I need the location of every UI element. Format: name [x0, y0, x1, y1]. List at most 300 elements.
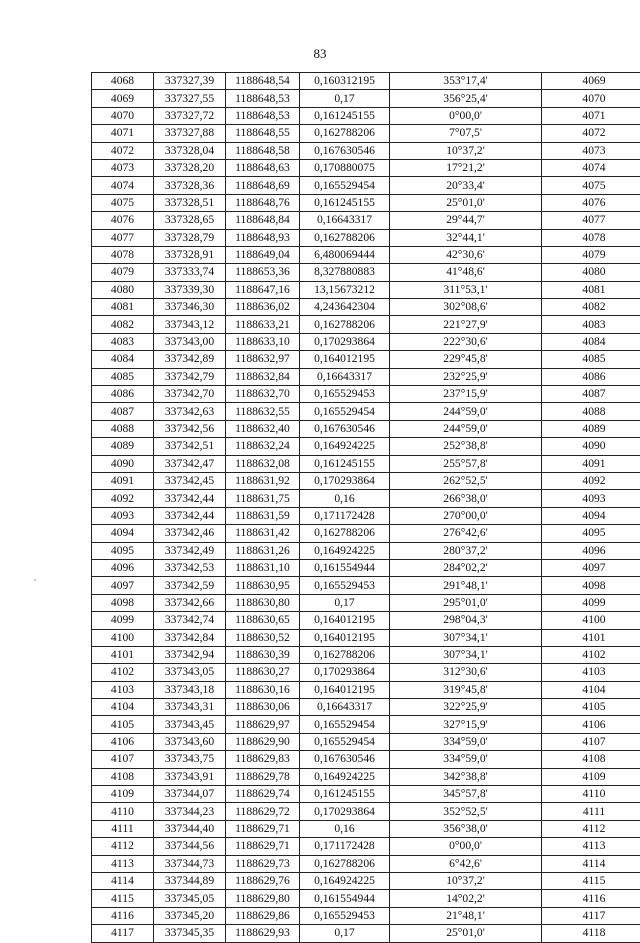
point-number-cell: 4103	[92, 681, 154, 698]
x-coordinate-cell: 337345,05	[154, 890, 226, 907]
y-coordinate-cell: 1188629,80	[226, 890, 300, 907]
point-number-cell: 4081	[92, 299, 154, 316]
distance-cell: 0,161554944	[300, 890, 390, 907]
point-number-cell: 4111	[92, 820, 154, 837]
x-coordinate-cell: 337343,60	[154, 733, 226, 750]
point-number-cell: 4069	[92, 90, 154, 107]
y-coordinate-cell: 1188629,90	[226, 733, 300, 750]
y-coordinate-cell: 1188629,93	[226, 925, 300, 942]
next-point-cell: 4088	[542, 403, 640, 420]
y-coordinate-cell: 1188631,42	[226, 525, 300, 542]
next-point-cell: 4081	[542, 281, 640, 298]
bearing-cell: 280°37,2'	[390, 542, 542, 559]
distance-cell: 0,16	[300, 820, 390, 837]
bearing-cell: 352°52,5'	[390, 803, 542, 820]
y-coordinate-cell: 1188648,76	[226, 194, 300, 211]
next-point-cell: 4109	[542, 768, 640, 785]
next-point-cell: 4096	[542, 542, 640, 559]
table-row	[92, 716, 640, 733]
next-point-cell: 4106	[542, 716, 640, 733]
next-point-cell: 4100	[542, 612, 640, 629]
distance-cell: 0,164012195	[300, 629, 390, 646]
bearing-cell: 42°30,6'	[390, 246, 542, 263]
distance-cell: 0,162788206	[300, 525, 390, 542]
bearing-cell: 262°52,5'	[390, 472, 542, 489]
distance-cell: 0,161554944	[300, 559, 390, 576]
point-number-cell: 4076	[92, 212, 154, 229]
point-number-cell: 4091	[92, 472, 154, 489]
distance-cell: 0,16643317	[300, 699, 390, 716]
table-row	[92, 768, 640, 785]
y-coordinate-cell: 1188648,53	[226, 90, 300, 107]
distance-cell: 0,164924225	[300, 542, 390, 559]
table-row	[92, 559, 640, 576]
next-point-cell: 4073	[542, 142, 640, 159]
point-number-cell: 4095	[92, 542, 154, 559]
bearing-cell: 307°34,1'	[390, 629, 542, 646]
bearing-cell: 221°27,9'	[390, 316, 542, 333]
distance-cell: 0,171172428	[300, 507, 390, 524]
x-coordinate-cell: 337343,00	[154, 333, 226, 350]
distance-cell: 0,170293864	[300, 664, 390, 681]
bearing-cell: 232°25,9'	[390, 368, 542, 385]
next-point-cell: 4094	[542, 507, 640, 524]
distance-cell: 6,480069444	[300, 246, 390, 263]
point-number-cell: 4072	[92, 142, 154, 159]
bearing-cell: 7°07,5'	[390, 125, 542, 142]
x-coordinate-cell: 337344,56	[154, 838, 226, 855]
bearing-cell: 266°38,0'	[390, 490, 542, 507]
y-coordinate-cell: 1188648,84	[226, 212, 300, 229]
point-number-cell: 4090	[92, 455, 154, 472]
bearing-cell: 255°57,8'	[390, 455, 542, 472]
point-number-cell: 4088	[92, 420, 154, 437]
next-point-cell: 4095	[542, 525, 640, 542]
next-point-cell: 4107	[542, 733, 640, 750]
coordinates-table	[91, 72, 640, 943]
next-point-cell: 4102	[542, 646, 640, 663]
x-coordinate-cell: 337342,70	[154, 386, 226, 403]
table-row	[92, 90, 640, 107]
x-coordinate-cell: 337328,20	[154, 159, 226, 176]
next-point-cell: 4097	[542, 559, 640, 576]
x-coordinate-cell: 337328,79	[154, 229, 226, 246]
point-number-cell: 4085	[92, 368, 154, 385]
x-coordinate-cell: 337345,20	[154, 907, 226, 924]
distance-cell: 0,17	[300, 90, 390, 107]
next-point-cell: 4085	[542, 351, 640, 368]
distance-cell: 0,162788206	[300, 855, 390, 872]
distance-cell: 0,170880075	[300, 159, 390, 176]
point-number-cell: 4100	[92, 629, 154, 646]
bearing-cell: 327°15,9'	[390, 716, 542, 733]
coordinates-table-body	[92, 73, 640, 943]
bearing-cell: 20°33,4'	[390, 177, 542, 194]
bearing-cell: 334°59,0'	[390, 733, 542, 750]
y-coordinate-cell: 1188629,72	[226, 803, 300, 820]
table-row	[92, 612, 640, 629]
distance-cell: 4,243642304	[300, 299, 390, 316]
point-number-cell: 4075	[92, 194, 154, 211]
next-point-cell: 4070	[542, 90, 640, 107]
x-coordinate-cell: 337342,66	[154, 594, 226, 611]
next-point-cell: 4092	[542, 472, 640, 489]
bearing-cell: 14°02,2'	[390, 890, 542, 907]
y-coordinate-cell: 1188630,80	[226, 594, 300, 611]
y-coordinate-cell: 1188636,02	[226, 299, 300, 316]
y-coordinate-cell: 1188648,69	[226, 177, 300, 194]
x-coordinate-cell: 337342,79	[154, 368, 226, 385]
bearing-cell: 17°21,2'	[390, 159, 542, 176]
x-coordinate-cell: 337342,47	[154, 455, 226, 472]
y-coordinate-cell: 1188630,52	[226, 629, 300, 646]
point-number-cell: 4096	[92, 559, 154, 576]
next-point-cell: 4110	[542, 786, 640, 803]
distance-cell: 0,165529453	[300, 386, 390, 403]
next-point-cell: 4082	[542, 299, 640, 316]
y-coordinate-cell: 1188632,97	[226, 351, 300, 368]
x-coordinate-cell: 337344,73	[154, 855, 226, 872]
x-coordinate-cell: 337342,63	[154, 403, 226, 420]
distance-cell: 0,165529454	[300, 716, 390, 733]
bearing-cell: 0°00,0'	[390, 838, 542, 855]
x-coordinate-cell: 337342,51	[154, 438, 226, 455]
page-number: 83	[0, 46, 640, 62]
table-row	[92, 403, 640, 420]
y-coordinate-cell: 1188648,53	[226, 107, 300, 124]
table-row	[92, 107, 640, 124]
y-coordinate-cell: 1188629,73	[226, 855, 300, 872]
next-point-cell: 4089	[542, 420, 640, 437]
x-coordinate-cell: 337342,45	[154, 472, 226, 489]
bearing-cell: 307°34,1'	[390, 646, 542, 663]
point-number-cell: 4097	[92, 577, 154, 594]
y-coordinate-cell: 1188630,39	[226, 646, 300, 663]
distance-cell: 0,162788206	[300, 646, 390, 663]
y-coordinate-cell: 1188630,16	[226, 681, 300, 698]
table-row	[92, 855, 640, 872]
y-coordinate-cell: 1188631,59	[226, 507, 300, 524]
table-row	[92, 246, 640, 263]
table-row	[92, 820, 640, 837]
point-number-cell: 4071	[92, 125, 154, 142]
table-row	[92, 386, 640, 403]
x-coordinate-cell: 337343,12	[154, 316, 226, 333]
x-coordinate-cell: 337342,84	[154, 629, 226, 646]
x-coordinate-cell: 337343,18	[154, 681, 226, 698]
point-number-cell: 4080	[92, 281, 154, 298]
table-row	[92, 507, 640, 524]
x-coordinate-cell: 337343,75	[154, 751, 226, 768]
next-point-cell: 4080	[542, 264, 640, 281]
bearing-cell: 311°53,1'	[390, 281, 542, 298]
x-coordinate-cell: 337345,35	[154, 925, 226, 942]
table-row	[92, 681, 640, 698]
distance-cell: 0,165529454	[300, 733, 390, 750]
table-row	[92, 299, 640, 316]
next-point-cell: 4093	[542, 490, 640, 507]
table-row	[92, 838, 640, 855]
distance-cell: 0,17	[300, 594, 390, 611]
y-coordinate-cell: 1188648,55	[226, 125, 300, 142]
distance-cell: 0,171172428	[300, 838, 390, 855]
table-row	[92, 264, 640, 281]
bearing-cell: 25°01,0'	[390, 925, 542, 942]
next-point-cell: 4118	[542, 925, 640, 942]
table-row	[92, 438, 640, 455]
next-point-cell: 4072	[542, 125, 640, 142]
distance-cell: 0,161245155	[300, 107, 390, 124]
next-point-cell: 4075	[542, 177, 640, 194]
distance-cell: 0,165529454	[300, 403, 390, 420]
bearing-cell: 319°45,8'	[390, 681, 542, 698]
y-coordinate-cell: 1188629,76	[226, 872, 300, 889]
bearing-cell: 252°38,8'	[390, 438, 542, 455]
table-row	[92, 629, 640, 646]
next-point-cell: 4115	[542, 872, 640, 889]
x-coordinate-cell: 337343,91	[154, 768, 226, 785]
table-row	[92, 699, 640, 716]
y-coordinate-cell: 1188632,84	[226, 368, 300, 385]
table-row	[92, 142, 640, 159]
point-number-cell: 4074	[92, 177, 154, 194]
point-number-cell: 4082	[92, 316, 154, 333]
y-coordinate-cell: 1188633,10	[226, 333, 300, 350]
table-row	[92, 577, 640, 594]
point-number-cell: 4089	[92, 438, 154, 455]
distance-cell: 0,160312195	[300, 73, 390, 90]
next-point-cell: 4071	[542, 107, 640, 124]
bearing-cell: 244°59,0'	[390, 420, 542, 437]
distance-cell: 0,162788206	[300, 125, 390, 142]
distance-cell: 13,15673212	[300, 281, 390, 298]
table-row	[92, 594, 640, 611]
point-number-cell: 4112	[92, 838, 154, 855]
x-coordinate-cell: 337328,51	[154, 194, 226, 211]
table-row	[92, 125, 640, 142]
y-coordinate-cell: 1188629,78	[226, 768, 300, 785]
point-number-cell: 4099	[92, 612, 154, 629]
bearing-cell: 10°37,2'	[390, 142, 542, 159]
x-coordinate-cell: 337343,45	[154, 716, 226, 733]
next-point-cell: 4083	[542, 316, 640, 333]
x-coordinate-cell: 337344,23	[154, 803, 226, 820]
x-coordinate-cell: 337342,53	[154, 559, 226, 576]
x-coordinate-cell: 337339,30	[154, 281, 226, 298]
next-point-cell: 4104	[542, 681, 640, 698]
point-number-cell: 4117	[92, 925, 154, 942]
x-coordinate-cell: 337333,74	[154, 264, 226, 281]
distance-cell: 0,164012195	[300, 351, 390, 368]
y-coordinate-cell: 1188648,63	[226, 159, 300, 176]
bearing-cell: 291°48,1'	[390, 577, 542, 594]
y-coordinate-cell: 1188648,93	[226, 229, 300, 246]
point-number-cell: 4083	[92, 333, 154, 350]
x-coordinate-cell: 337328,36	[154, 177, 226, 194]
x-coordinate-cell: 337328,04	[154, 142, 226, 159]
distance-cell: 0,164924225	[300, 438, 390, 455]
y-coordinate-cell: 1188647,16	[226, 281, 300, 298]
next-point-cell: 4091	[542, 455, 640, 472]
point-number-cell: 4098	[92, 594, 154, 611]
point-number-cell: 4115	[92, 890, 154, 907]
bearing-cell: 29°44,7'	[390, 212, 542, 229]
y-coordinate-cell: 1188632,70	[226, 386, 300, 403]
table-row	[92, 351, 640, 368]
scan-speck	[34, 579, 36, 581]
y-coordinate-cell: 1188632,24	[226, 438, 300, 455]
y-coordinate-cell: 1188632,55	[226, 403, 300, 420]
table-row	[92, 786, 640, 803]
bearing-cell: 276°42,6'	[390, 525, 542, 542]
bearing-cell: 342°38,8'	[390, 768, 542, 785]
x-coordinate-cell: 337342,46	[154, 525, 226, 542]
y-coordinate-cell: 1188629,74	[226, 786, 300, 803]
table-row	[92, 159, 640, 176]
bearing-cell: 322°25,9'	[390, 699, 542, 716]
distance-cell: 0,161245155	[300, 194, 390, 211]
next-point-cell: 4074	[542, 159, 640, 176]
x-coordinate-cell: 337344,07	[154, 786, 226, 803]
x-coordinate-cell: 337342,44	[154, 507, 226, 524]
next-point-cell: 4117	[542, 907, 640, 924]
table-row	[92, 212, 640, 229]
bearing-cell: 334°59,0'	[390, 751, 542, 768]
next-point-cell: 4084	[542, 333, 640, 350]
x-coordinate-cell: 337343,31	[154, 699, 226, 716]
bearing-cell: 356°38,0'	[390, 820, 542, 837]
point-number-cell: 4107	[92, 751, 154, 768]
next-point-cell: 4108	[542, 751, 640, 768]
x-coordinate-cell: 337342,74	[154, 612, 226, 629]
x-coordinate-cell: 337327,72	[154, 107, 226, 124]
point-number-cell: 4102	[92, 664, 154, 681]
table-row	[92, 333, 640, 350]
bearing-cell: 32°44,1'	[390, 229, 542, 246]
next-point-cell: 4099	[542, 594, 640, 611]
point-number-cell: 4070	[92, 107, 154, 124]
bearing-cell: 0°00,0'	[390, 107, 542, 124]
table-row	[92, 229, 640, 246]
point-number-cell: 4116	[92, 907, 154, 924]
point-number-cell: 4087	[92, 403, 154, 420]
y-coordinate-cell: 1188648,54	[226, 73, 300, 90]
distance-cell: 0,167630546	[300, 420, 390, 437]
distance-cell: 0,167630546	[300, 751, 390, 768]
x-coordinate-cell: 337342,59	[154, 577, 226, 594]
y-coordinate-cell: 1188629,86	[226, 907, 300, 924]
x-coordinate-cell: 337328,91	[154, 246, 226, 263]
bearing-cell: 312°30,6'	[390, 664, 542, 681]
point-number-cell: 4113	[92, 855, 154, 872]
y-coordinate-cell: 1188629,71	[226, 820, 300, 837]
distance-cell: 0,161245155	[300, 455, 390, 472]
table-row	[92, 646, 640, 663]
next-point-cell: 4114	[542, 855, 640, 872]
distance-cell: 0,165529453	[300, 907, 390, 924]
next-point-cell: 4116	[542, 890, 640, 907]
y-coordinate-cell: 1188630,95	[226, 577, 300, 594]
point-number-cell: 4093	[92, 507, 154, 524]
next-point-cell: 4098	[542, 577, 640, 594]
point-number-cell: 4078	[92, 246, 154, 263]
table-row	[92, 925, 640, 942]
bearing-cell: 237°15,9'	[390, 386, 542, 403]
table-row	[92, 420, 640, 437]
bearing-cell: 10°37,2'	[390, 872, 542, 889]
y-coordinate-cell: 1188630,65	[226, 612, 300, 629]
y-coordinate-cell: 1188632,08	[226, 455, 300, 472]
next-point-cell: 4103	[542, 664, 640, 681]
distance-cell: 0,165529454	[300, 177, 390, 194]
distance-cell: 0,162788206	[300, 316, 390, 333]
next-point-cell: 4090	[542, 438, 640, 455]
bearing-cell: 222°30,6'	[390, 333, 542, 350]
distance-cell: 0,164012195	[300, 612, 390, 629]
y-coordinate-cell: 1188633,21	[226, 316, 300, 333]
table-row	[92, 733, 640, 750]
distance-cell: 0,162788206	[300, 229, 390, 246]
y-coordinate-cell: 1188648,58	[226, 142, 300, 159]
y-coordinate-cell: 1188629,71	[226, 838, 300, 855]
bearing-cell: 345°57,8'	[390, 786, 542, 803]
table-row	[92, 542, 640, 559]
next-point-cell: 4069	[542, 73, 640, 90]
bearing-cell: 25°01,0'	[390, 194, 542, 211]
bearing-cell: 353°17,4'	[390, 73, 542, 90]
y-coordinate-cell: 1188630,27	[226, 664, 300, 681]
bearing-cell: 298°04,3'	[390, 612, 542, 629]
distance-cell: 0,16643317	[300, 212, 390, 229]
next-point-cell: 4112	[542, 820, 640, 837]
next-point-cell: 4086	[542, 368, 640, 385]
bearing-cell: 295°01,0'	[390, 594, 542, 611]
next-point-cell: 4076	[542, 194, 640, 211]
table-row	[92, 177, 640, 194]
x-coordinate-cell: 337342,44	[154, 490, 226, 507]
next-point-cell: 4077	[542, 212, 640, 229]
x-coordinate-cell: 337343,05	[154, 664, 226, 681]
point-number-cell: 4094	[92, 525, 154, 542]
distance-cell: 0,170293864	[300, 472, 390, 489]
y-coordinate-cell: 1188653,36	[226, 264, 300, 281]
x-coordinate-cell: 337328,65	[154, 212, 226, 229]
point-number-cell: 4073	[92, 159, 154, 176]
point-number-cell: 4084	[92, 351, 154, 368]
table-row	[92, 194, 640, 211]
distance-cell: 0,164924225	[300, 768, 390, 785]
table-row	[92, 525, 640, 542]
x-coordinate-cell: 337346,30	[154, 299, 226, 316]
next-point-cell: 4111	[542, 803, 640, 820]
next-point-cell: 4087	[542, 386, 640, 403]
table-row	[92, 490, 640, 507]
x-coordinate-cell: 337342,94	[154, 646, 226, 663]
x-coordinate-cell: 337327,39	[154, 73, 226, 90]
point-number-cell: 4114	[92, 872, 154, 889]
table-row	[92, 368, 640, 385]
distance-cell: 0,16643317	[300, 368, 390, 385]
point-number-cell: 4068	[92, 73, 154, 90]
point-number-cell: 4110	[92, 803, 154, 820]
point-number-cell: 4077	[92, 229, 154, 246]
distance-cell: 0,161245155	[300, 786, 390, 803]
next-point-cell: 4079	[542, 246, 640, 263]
x-coordinate-cell: 337342,56	[154, 420, 226, 437]
x-coordinate-cell: 337342,89	[154, 351, 226, 368]
point-number-cell: 4106	[92, 733, 154, 750]
point-number-cell: 4104	[92, 699, 154, 716]
